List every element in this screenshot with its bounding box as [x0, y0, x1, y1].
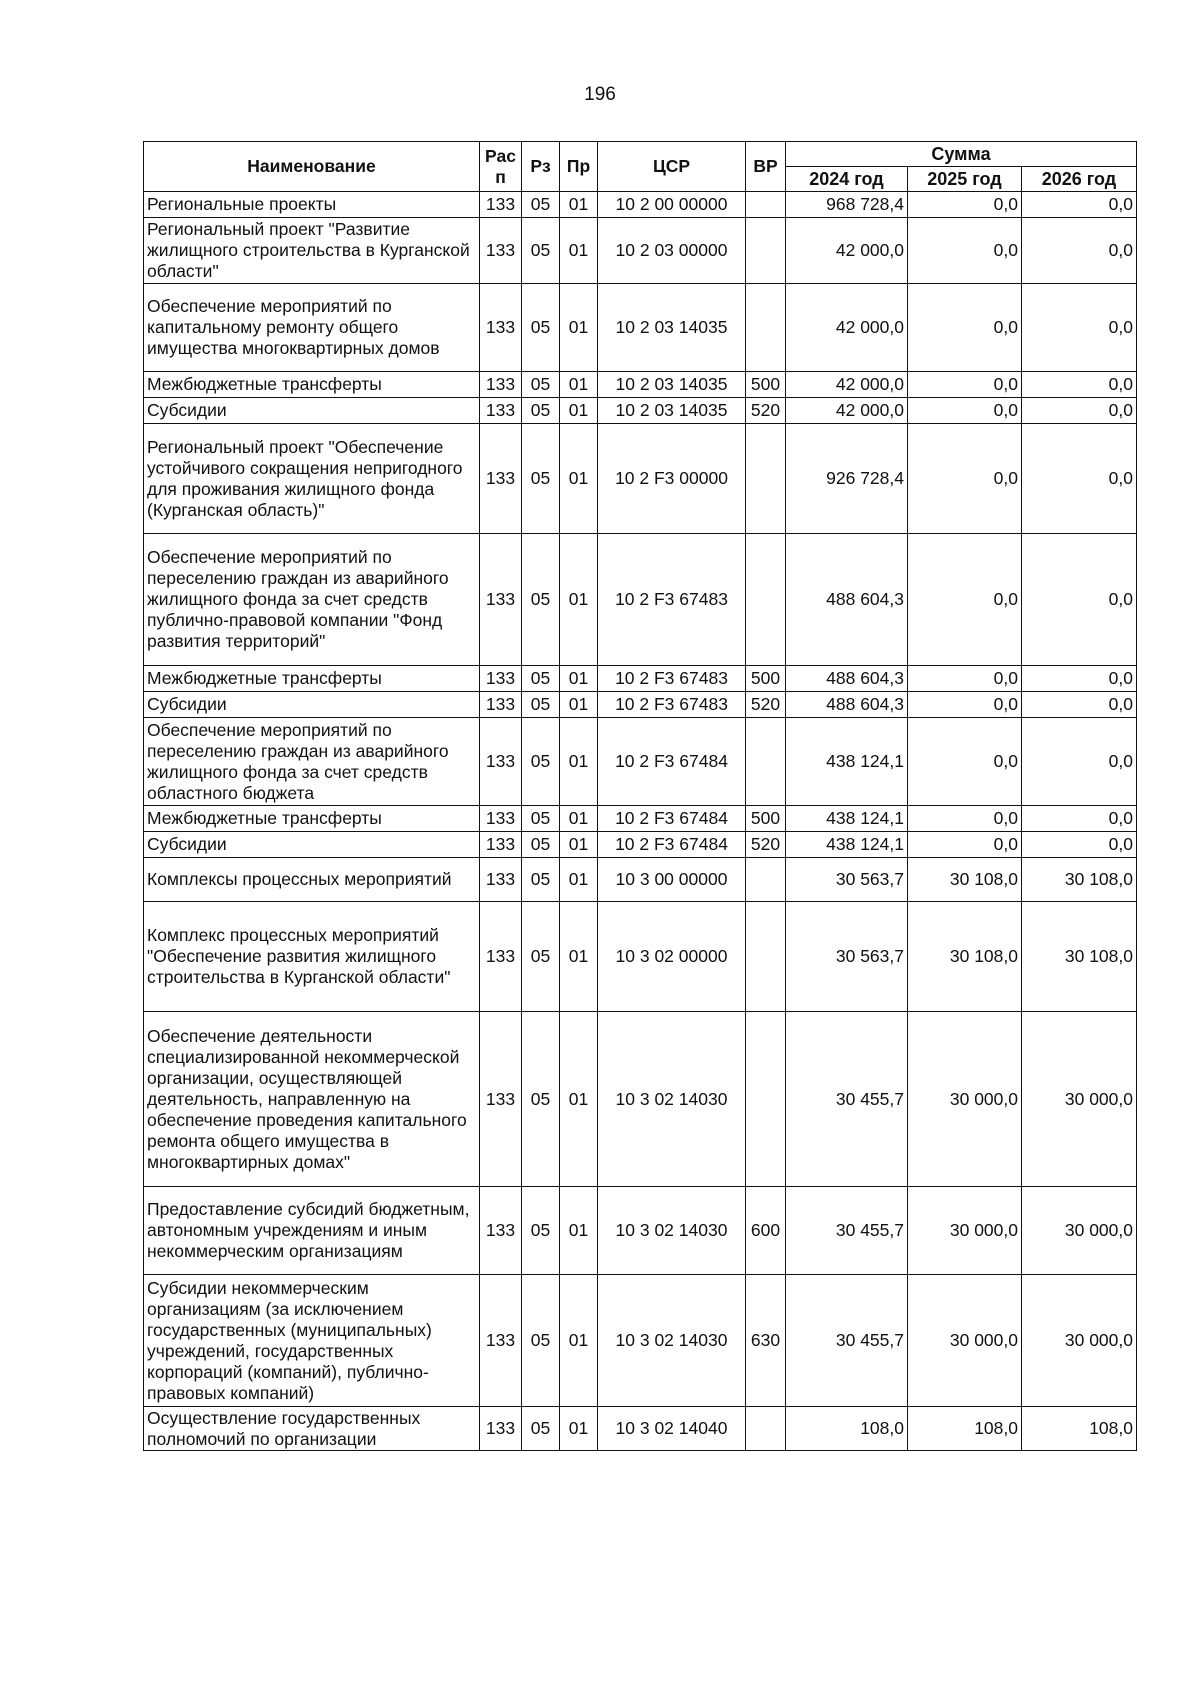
- cell-amount-2025: 0,0: [908, 372, 1022, 398]
- cell-name: Региональный проект "Обеспечение устойчивого сокращения непригодного для проживания жилищного фонда (Курганская область)": [144, 424, 480, 534]
- table-row: [144, 284, 1137, 372]
- cell-csr: 10 2 F3 67484: [598, 832, 746, 858]
- cell-vr: 500: [746, 372, 786, 398]
- cell-rasp: 133: [480, 1012, 522, 1187]
- cell-csr: 10 3 02 14030: [598, 1012, 746, 1187]
- cell-amount-2024: 108,0: [786, 1407, 908, 1451]
- table-body: [144, 192, 1137, 1451]
- cell-vr: 500: [746, 666, 786, 692]
- cell-amount-2025: 30 000,0: [908, 1275, 1022, 1407]
- cell-rz: 05: [522, 692, 560, 718]
- cell-rz: 05: [522, 534, 560, 666]
- cell-amount-2025: 30 000,0: [908, 1012, 1022, 1187]
- cell-amount-2024: 438 124,1: [786, 718, 908, 806]
- table-row: [144, 832, 1137, 858]
- cell-amount-2025: 30 108,0: [908, 858, 1022, 902]
- cell-amount-2025: 0,0: [908, 284, 1022, 372]
- table-row: [144, 398, 1137, 424]
- cell-amount-2026: 0,0: [1022, 806, 1137, 832]
- cell-amount-2026: 0,0: [1022, 718, 1137, 806]
- table-row: [144, 1407, 1137, 1451]
- cell-amount-2025: 0,0: [908, 192, 1022, 218]
- cell-rasp: 133: [480, 1187, 522, 1275]
- cell-amount-2026: 30 108,0: [1022, 902, 1137, 1012]
- table-row: [144, 1275, 1137, 1407]
- table-row: [144, 1012, 1137, 1187]
- cell-pr: 01: [560, 398, 598, 424]
- cell-rz: 05: [522, 902, 560, 1012]
- cell-name: Субсидии: [144, 832, 480, 858]
- col-header-year-2024: 2024 год: [786, 167, 908, 192]
- cell-pr: 01: [560, 666, 598, 692]
- table-row: [144, 218, 1137, 284]
- cell-rz: 05: [522, 398, 560, 424]
- cell-name: Комплекс процессных мероприятий "Обеспечение развития жилищного строительства в Курганской области": [144, 902, 480, 1012]
- cell-amount-2026: 0,0: [1022, 666, 1137, 692]
- cell-name: Субсидии: [144, 398, 480, 424]
- cell-amount-2026: 0,0: [1022, 284, 1137, 372]
- cell-amount-2024: 488 604,3: [786, 692, 908, 718]
- cell-rz: 05: [522, 424, 560, 534]
- col-header-summa: Сумма: [786, 142, 1137, 167]
- cell-rz: 05: [522, 806, 560, 832]
- cell-rasp: 133: [480, 534, 522, 666]
- cell-rasp: 133: [480, 1407, 522, 1451]
- cell-csr: 10 2 03 14035: [598, 398, 746, 424]
- cell-vr: 630: [746, 1275, 786, 1407]
- cell-rasp: 133: [480, 858, 522, 902]
- cell-rasp: 133: [480, 692, 522, 718]
- cell-name: Обеспечение мероприятий по переселению граждан из аварийного жилищного фонда за счет средств областного бюджета: [144, 718, 480, 806]
- cell-csr: 10 2 F3 67484: [598, 806, 746, 832]
- cell-name: Комплексы процессных мероприятий: [144, 858, 480, 902]
- cell-rasp: 133: [480, 398, 522, 424]
- table-row: [144, 806, 1137, 832]
- cell-vr: [746, 858, 786, 902]
- cell-pr: 01: [560, 372, 598, 398]
- cell-name: Региональные проекты: [144, 192, 480, 218]
- cell-amount-2024: 30 455,7: [786, 1012, 908, 1187]
- cell-amount-2025: 0,0: [908, 806, 1022, 832]
- cell-amount-2025: 30 108,0: [908, 902, 1022, 1012]
- cell-amount-2024: 438 124,1: [786, 832, 908, 858]
- col-header-rz: Рз: [522, 142, 560, 192]
- cell-pr: 01: [560, 192, 598, 218]
- cell-amount-2024: 488 604,3: [786, 534, 908, 666]
- cell-vr: [746, 1012, 786, 1187]
- cell-amount-2026: 0,0: [1022, 534, 1137, 666]
- cell-pr: 01: [560, 1275, 598, 1407]
- cell-vr: 520: [746, 832, 786, 858]
- cell-amount-2025: 0,0: [908, 832, 1022, 858]
- cell-pr: 01: [560, 692, 598, 718]
- cell-amount-2024: 968 728,4: [786, 192, 908, 218]
- cell-amount-2026: 30 000,0: [1022, 1012, 1137, 1187]
- cell-vr: 520: [746, 692, 786, 718]
- cell-rasp: 133: [480, 806, 522, 832]
- cell-name: Обеспечение мероприятий по капитальному ремонту общего имущества многоквартирных домов: [144, 284, 480, 372]
- cell-rasp: 133: [480, 832, 522, 858]
- cell-rz: 05: [522, 1187, 560, 1275]
- cell-name: Межбюджетные трансферты: [144, 372, 480, 398]
- cell-rz: 05: [522, 666, 560, 692]
- cell-amount-2024: 42 000,0: [786, 218, 908, 284]
- cell-vr: [746, 902, 786, 1012]
- page-number: 196: [584, 84, 616, 105]
- cell-csr: 10 3 00 00000: [598, 858, 746, 902]
- cell-name: Предоставление субсидий бюджетным, автономным учреждениям и иным некоммерческим организациям: [144, 1187, 480, 1275]
- cell-vr: [746, 218, 786, 284]
- cell-amount-2024: 30 563,7: [786, 858, 908, 902]
- cell-amount-2025: 30 000,0: [908, 1187, 1022, 1275]
- cell-amount-2024: 438 124,1: [786, 806, 908, 832]
- cell-rasp: 133: [480, 218, 522, 284]
- cell-rz: 05: [522, 218, 560, 284]
- cell-pr: 01: [560, 534, 598, 666]
- cell-vr: [746, 718, 786, 806]
- cell-csr: 10 2 03 14035: [598, 372, 746, 398]
- cell-pr: 01: [560, 1012, 598, 1187]
- table-row: [144, 1187, 1137, 1275]
- cell-amount-2024: 42 000,0: [786, 284, 908, 372]
- cell-amount-2025: 0,0: [908, 666, 1022, 692]
- cell-rasp: 133: [480, 284, 522, 372]
- cell-vr: [746, 1407, 786, 1451]
- cell-amount-2024: 488 604,3: [786, 666, 908, 692]
- table-row: [144, 718, 1137, 806]
- cell-amount-2026: 108,0: [1022, 1407, 1137, 1451]
- cell-csr: 10 2 03 14035: [598, 284, 746, 372]
- cell-amount-2026: 30 000,0: [1022, 1275, 1137, 1407]
- cell-csr: 10 3 02 14030: [598, 1187, 746, 1275]
- cell-rz: 05: [522, 832, 560, 858]
- cell-csr: 10 3 02 14040: [598, 1407, 746, 1451]
- col-header-csr: ЦСР: [598, 142, 746, 192]
- cell-pr: 01: [560, 218, 598, 284]
- cell-rasp: 133: [480, 718, 522, 806]
- cell-name: Субсидии: [144, 692, 480, 718]
- table-row: [144, 424, 1137, 534]
- col-header-pr: Пр: [560, 142, 598, 192]
- cell-name: Региональный проект "Развитие жилищного строительства в Курганской области": [144, 218, 480, 284]
- cell-amount-2024: 30 455,7: [786, 1187, 908, 1275]
- cell-amount-2025: 0,0: [908, 398, 1022, 424]
- cell-pr: 01: [560, 858, 598, 902]
- cell-vr: [746, 192, 786, 218]
- cell-amount-2026: 0,0: [1022, 692, 1137, 718]
- cell-name: Субсидии некоммерческим организациям (за исключением государственных (муниципальных) учреждений, государственных корпораций (компаний), публично-правовых компаний): [144, 1275, 480, 1407]
- cell-pr: 01: [560, 902, 598, 1012]
- cell-amount-2026: 0,0: [1022, 192, 1137, 218]
- cell-vr: [746, 534, 786, 666]
- col-header-rasp: Рас п: [480, 142, 522, 192]
- cell-rasp: 133: [480, 666, 522, 692]
- cell-amount-2025: 0,0: [908, 534, 1022, 666]
- cell-csr: 10 2 03 00000: [598, 218, 746, 284]
- cell-rasp: 133: [480, 902, 522, 1012]
- cell-vr: [746, 424, 786, 534]
- cell-amount-2024: 30 563,7: [786, 902, 908, 1012]
- cell-amount-2025: 0,0: [908, 692, 1022, 718]
- cell-amount-2026: 0,0: [1022, 398, 1137, 424]
- cell-rz: 05: [522, 858, 560, 902]
- cell-rasp: 133: [480, 192, 522, 218]
- cell-csr: 10 2 F3 67483: [598, 692, 746, 718]
- cell-name: Межбюджетные трансферты: [144, 666, 480, 692]
- cell-amount-2024: 42 000,0: [786, 398, 908, 424]
- cell-csr: 10 2 F3 00000: [598, 424, 746, 534]
- cell-csr: 10 2 F3 67484: [598, 718, 746, 806]
- cell-amount-2026: 0,0: [1022, 218, 1137, 284]
- cell-pr: 01: [560, 284, 598, 372]
- cell-rz: 05: [522, 1407, 560, 1451]
- cell-amount-2026: 0,0: [1022, 372, 1137, 398]
- table-row: [144, 372, 1137, 398]
- cell-rz: 05: [522, 1275, 560, 1407]
- cell-rz: 05: [522, 284, 560, 372]
- cell-vr: 520: [746, 398, 786, 424]
- cell-amount-2025: 108,0: [908, 1407, 1022, 1451]
- cell-pr: 01: [560, 1407, 598, 1451]
- cell-pr: 01: [560, 806, 598, 832]
- cell-csr: 10 2 F3 67483: [598, 534, 746, 666]
- cell-vr: 500: [746, 806, 786, 832]
- cell-amount-2025: 0,0: [908, 718, 1022, 806]
- cell-amount-2024: 30 455,7: [786, 1275, 908, 1407]
- cell-csr: 10 3 02 00000: [598, 902, 746, 1012]
- cell-vr: [746, 284, 786, 372]
- cell-csr: 10 2 00 00000: [598, 192, 746, 218]
- cell-csr: 10 3 02 14030: [598, 1275, 746, 1407]
- table-row: [144, 858, 1137, 902]
- cell-rz: 05: [522, 192, 560, 218]
- cell-amount-2024: 926 728,4: [786, 424, 908, 534]
- table-header: [144, 142, 1137, 192]
- cell-pr: 01: [560, 718, 598, 806]
- cell-rz: 05: [522, 1012, 560, 1187]
- cell-rz: 05: [522, 718, 560, 806]
- table-row: [144, 534, 1137, 666]
- cell-rasp: 133: [480, 1275, 522, 1407]
- cell-amount-2026: 30 000,0: [1022, 1187, 1137, 1275]
- cell-pr: 01: [560, 424, 598, 534]
- cell-name: Обеспечение мероприятий по переселению граждан из аварийного жилищного фонда за счет средств публично-правовой компании "Фонд развития территорий": [144, 534, 480, 666]
- col-header-year-2025: 2025 год: [908, 167, 1022, 192]
- col-header-name: Наименование: [144, 142, 480, 192]
- cell-amount-2025: 0,0: [908, 424, 1022, 534]
- cell-amount-2025: 0,0: [908, 218, 1022, 284]
- budget-table: [143, 141, 1137, 1451]
- cell-pr: 01: [560, 1187, 598, 1275]
- table-row: [144, 692, 1137, 718]
- col-header-vr: ВР: [746, 142, 786, 192]
- cell-rz: 05: [522, 372, 560, 398]
- cell-rasp: 133: [480, 372, 522, 398]
- cell-amount-2026: 30 108,0: [1022, 858, 1137, 902]
- cell-rasp: 133: [480, 424, 522, 534]
- cell-name: Осуществление государственных полномочий по организации: [144, 1407, 480, 1451]
- col-header-year-2026: 2026 год: [1022, 167, 1137, 192]
- cell-pr: 01: [560, 832, 598, 858]
- cell-amount-2026: 0,0: [1022, 424, 1137, 534]
- cell-csr: 10 2 F3 67483: [598, 666, 746, 692]
- cell-vr: 600: [746, 1187, 786, 1275]
- cell-amount-2026: 0,0: [1022, 832, 1137, 858]
- cell-amount-2024: 42 000,0: [786, 372, 908, 398]
- table-row: [144, 192, 1137, 218]
- table-row: [144, 666, 1137, 692]
- cell-name: Межбюджетные трансферты: [144, 806, 480, 832]
- table-row: [144, 902, 1137, 1012]
- cell-name: Обеспечение деятельности специализированной некоммерческой организации, осуществляющей деятельность, направленную на обеспечение проведения капитального ремонта общего имущества в многоквартирных домах": [144, 1012, 480, 1187]
